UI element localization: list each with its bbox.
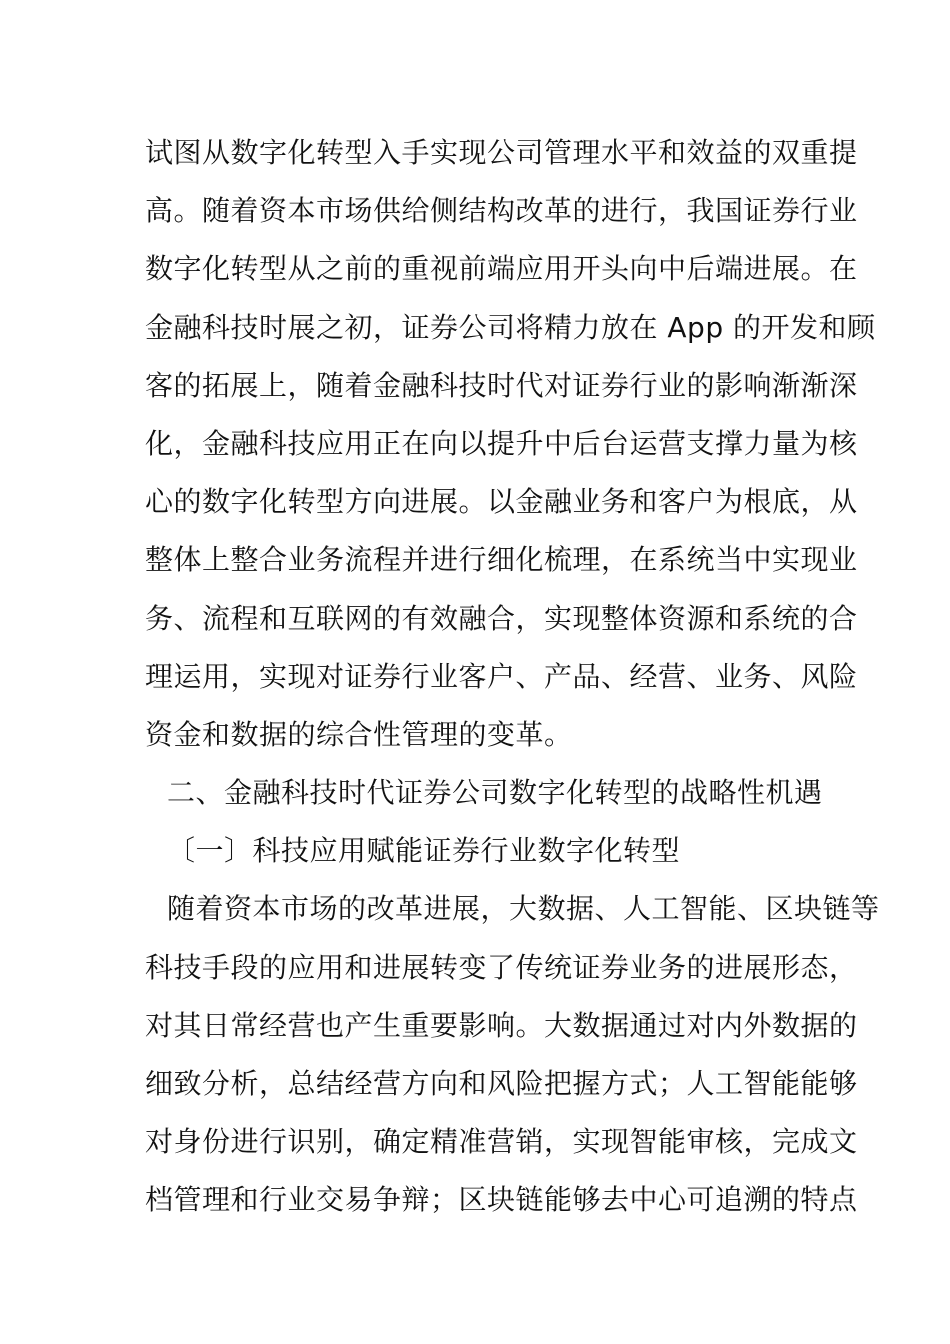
- paragraph-line: 档管理和行业交易争辩；区块链能够去中心可追溯的特点: [145, 1183, 858, 1217]
- paragraph-line: 资金和数据的综合性管理的变革。: [145, 717, 573, 751]
- paragraph-line: 科技手段的应用和进展转变了传统证券业务的进展形态，: [145, 950, 858, 984]
- paragraph-line: 试图从数字化转型入手实现公司管理水平和效益的双重提: [145, 136, 858, 169]
- document-body: [145, 124, 880, 1230]
- paragraph-line: 整体上整合业务流程并进行细化梳理，在系统当中实现业: [145, 543, 858, 577]
- paragraph-line: 对其日常经营也产生重要影响。大数据通过对内外数据的: [145, 1008, 858, 1042]
- paragraph-line: 理运用，实现对证券行业客户、产品、经营、业务、风险: [145, 659, 858, 693]
- paragraph-line: 金融科技时展之初，证券公司将精力放在 App 的开发和顾: [145, 310, 876, 344]
- paragraph-line: 细致分析，总结经营方向和风险把握方式；人工智能能够: [145, 1067, 858, 1100]
- subsection-heading: 〔一〕科技应用赋能证券行业数字化转型: [167, 834, 681, 868]
- paragraph-line: 心的数字化转型方向进展。以金融业务和客户为根底，从: [145, 485, 858, 519]
- paragraph-line: 务、流程和互联网的有效融合，实现整体资源和系统的合: [145, 601, 858, 635]
- paragraph-line: 数字化转型从之前的重视前端应用开头向中后端进展。在: [145, 252, 858, 286]
- paragraph-line: 对身份进行识别，确定精准营销，实现智能审核，完成文: [145, 1125, 858, 1159]
- section-heading: 二、金融科技时代证券公司数字化转型的战略性机遇: [167, 776, 823, 810]
- paragraph-line: 化，金融科技应用正在向以提升中后台运营支撑力量为核: [145, 426, 858, 460]
- paragraph-line: 客的拓展上，随着金融科技时代对证券行业的影响渐渐深: [145, 368, 858, 402]
- paragraph-line: 随着资本市场的改革进展，大数据、人工智能、区块链等: [167, 892, 880, 926]
- paragraph-line: 高。随着资本市场供给侧结构改革的进行，我国证券行业: [145, 194, 858, 228]
